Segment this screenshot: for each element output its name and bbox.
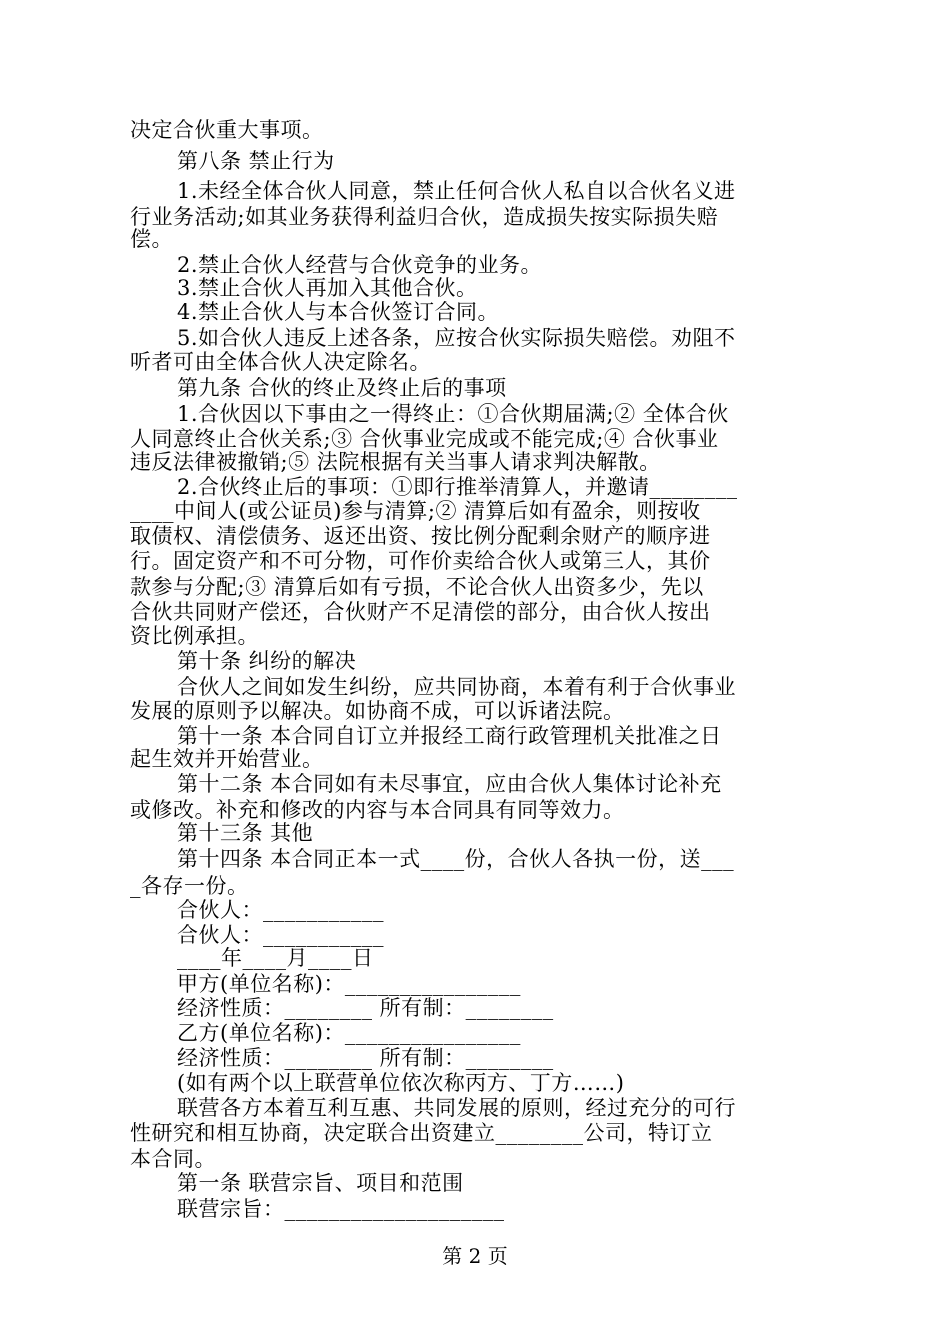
party-b-name-line: 乙方(单位名称)：________________: [177, 1021, 521, 1045]
text-line: 发展的原则予以解决。如协商不成，可以诉诸法院。: [130, 699, 625, 723]
section-heading-14: 第十四条 本合同正本一式____份，合伙人各执一份，送___: [177, 847, 735, 871]
text-line: 资比例承担。: [130, 624, 259, 648]
text-line: (如有两个以上联营单位依次称丙方、丁方……): [177, 1071, 625, 1095]
text-line: ____中间人(或公证员)参与清算;② 清算后如有盈余，则按收: [130, 499, 701, 523]
party-b-nature-line: 经济性质：________ 所有制：________: [177, 1046, 554, 1070]
text-line: 起生效并开始营业。: [130, 747, 324, 771]
page-number: 第 2 页: [442, 1244, 508, 1268]
text-line: 联营宗旨：____________________: [177, 1197, 505, 1221]
text-line: 取债权、清偿债务、返还出资、按比例分配剩余财产的顺序进: [130, 524, 711, 548]
section-heading-11: 第十一条 本合同自订立并报经工商行政管理机关批准之日: [177, 724, 722, 748]
section-heading-10: 第十条 纠纷的解决: [177, 649, 357, 673]
party-a-name-line: 甲方(单位名称)：________________: [177, 972, 521, 996]
text-line: 2.禁止合伙人经营与合伙竞争的业务。: [177, 253, 543, 277]
text-line: 本合同。: [130, 1147, 216, 1171]
text-line: 3.禁止合伙人再加入其他合伙。: [177, 276, 478, 300]
section-heading-9: 第九条 合伙的终止及终止后的事项: [177, 376, 507, 400]
text-line: 5.如合伙人违反上述各条，应按合伙实际损失赔偿。劝阻不: [177, 326, 736, 350]
party-a-nature-line: 经济性质：________ 所有制：________: [177, 996, 554, 1020]
text-line: 联营各方本着互利互惠、共同发展的原则，经过充分的可行: [177, 1096, 736, 1120]
section-heading-8: 第八条 禁止行为: [177, 149, 335, 173]
text-line: 合伙共同财产偿还，合伙财产不足清偿的部分，由合伙人按出: [130, 600, 711, 624]
text-line: 或修改。补充和修改的内容与本合同具有同等效力。: [130, 798, 625, 822]
text-line: 行。固定资产和不可分物，可作价卖给合伙人或第三人，其价: [130, 549, 711, 573]
text-line: 1.合伙因以下事由之一得终止：①合伙期届满;② 全体合伙: [177, 402, 729, 426]
text-line: 1.未经全体合伙人同意，禁止任何合伙人私自以合伙名义进: [177, 179, 736, 203]
section-heading-12: 第十二条 本合同如有未尽事宜，应由合伙人集体讨论补充: [177, 772, 722, 796]
text-line: 违反法律被撤销;⑤ 法院根据有关当事人请求判决解散。: [130, 450, 661, 474]
text-line: _各存一份。: [130, 874, 249, 898]
text-line: 行业务活动;如其业务获得利益归合伙，造成损失按实际损失赔: [130, 205, 719, 229]
text-line: 人同意终止合伙关系;③ 合伙事业完成或不能完成;④ 合伙事业: [130, 427, 719, 451]
text-line: 听者可由全体合伙人决定除名。: [130, 350, 431, 374]
text-line: 4.禁止合伙人与本合伙签订合同。: [177, 300, 500, 324]
text-line: 偿。: [130, 227, 173, 251]
section-heading-1: 第一条 联营宗旨、项目和范围: [177, 1171, 464, 1195]
text-line: 合伙人之间如发生纠纷，应共同协商，本着有利于合伙事业: [177, 675, 736, 699]
date-line: ____年____月____日: [177, 946, 374, 970]
section-heading-13: 第十三条 其他: [177, 821, 314, 845]
text-line: 决定合伙重大事项。: [130, 118, 324, 142]
text-line: 性研究和相互协商，决定联合出资建立________公司，特订立: [130, 1121, 713, 1145]
text-line: 款参与分配;③ 清算后如有亏损，不论合伙人出资多少，先以: [130, 575, 704, 599]
text-line: 2.合伙终止后的事项：①即行推举清算人，并邀请________: [177, 475, 738, 499]
signature-line-partner: 合伙人：___________: [177, 898, 384, 922]
signature-line-partner: 合伙人：___________: [177, 923, 384, 947]
